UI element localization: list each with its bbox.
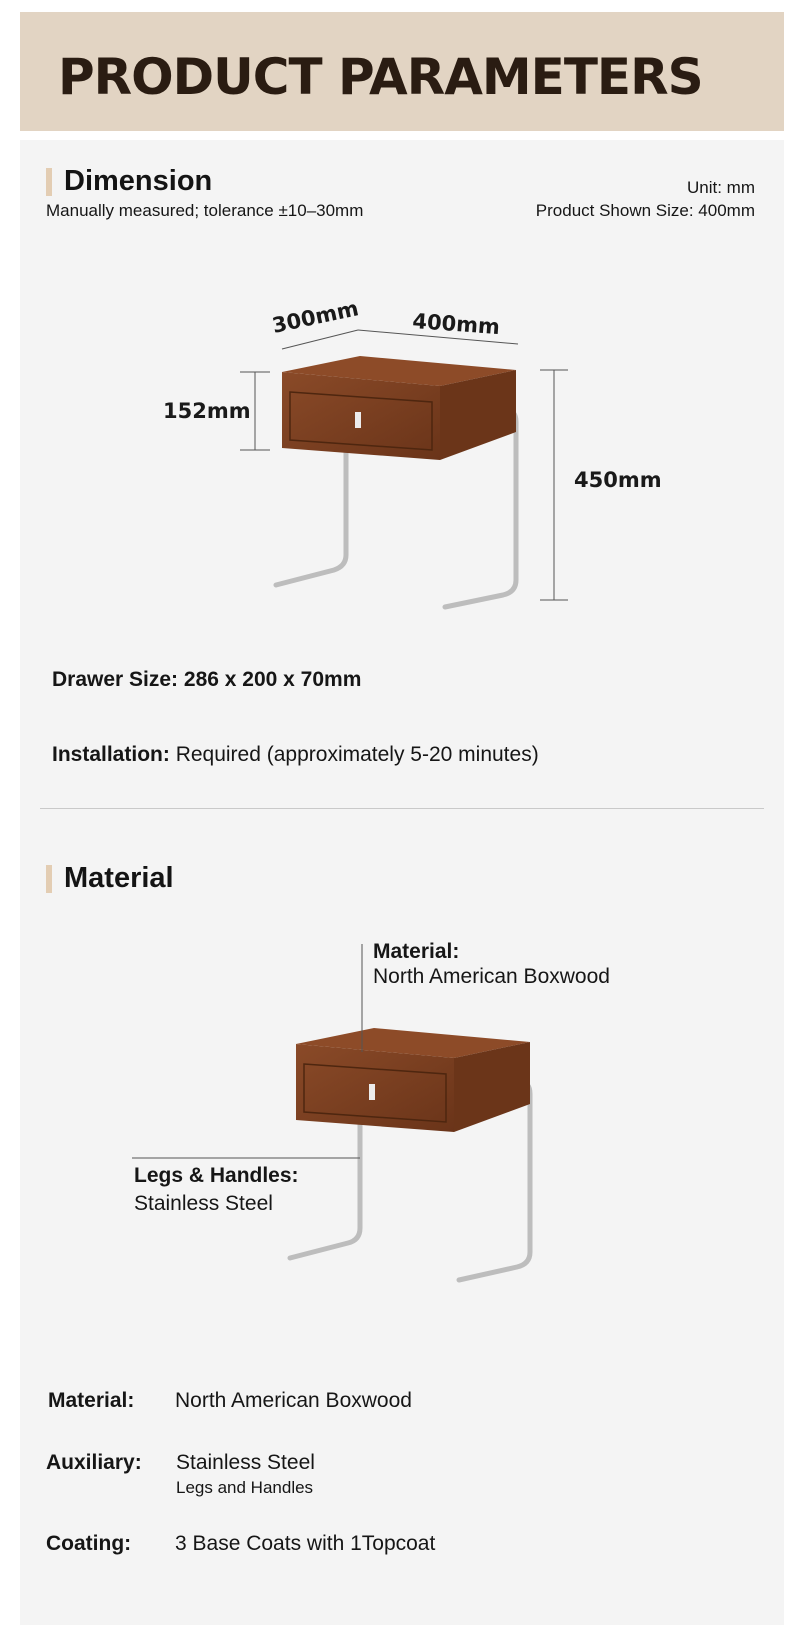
spec-material-label: Material: [48,1389,135,1412]
spec-auxiliary-value: Stainless Steel [176,1451,315,1474]
spec-auxiliary-sub: Legs and Handles [176,1478,314,1497]
measurement-note: Manually measured; tolerance ±10–30mm [46,201,364,220]
spec-material-value: North American Boxwood [175,1389,412,1412]
shown-size-label: Product Shown Size: 400mm [535,201,755,220]
depth-label: 300mm [270,296,361,338]
callout-material-label: Material: [373,940,460,963]
installation-label: Installation: [52,743,170,766]
callout-legs-value: Stainless Steel [134,1192,273,1215]
callout-material-value: North American Boxwood [373,965,610,988]
installation-value: Required (approximately 5-20 minutes) [175,743,539,766]
drawer-size: Drawer Size: 286 x 200 x 70mm [52,668,362,691]
dimension-title: Dimension [64,165,213,197]
material-title: Material [64,862,174,894]
unit-label: Unit: mm [687,178,755,197]
page-title: PRODUCT PARAMETERS [58,48,703,106]
nightstand-body [296,1028,530,1132]
drawer-height-label: 152mm [163,399,251,423]
spec-auxiliary-label: Auxiliary: [46,1451,142,1474]
callout-legs-label: Legs & Handles: [134,1164,299,1187]
spec-coating-value: 3 Base Coats with 1Topcoat [175,1532,436,1555]
spec-coating-label: Coating: [46,1532,132,1555]
width-label: 400mm [411,309,501,340]
height-label: 450mm [574,468,662,492]
